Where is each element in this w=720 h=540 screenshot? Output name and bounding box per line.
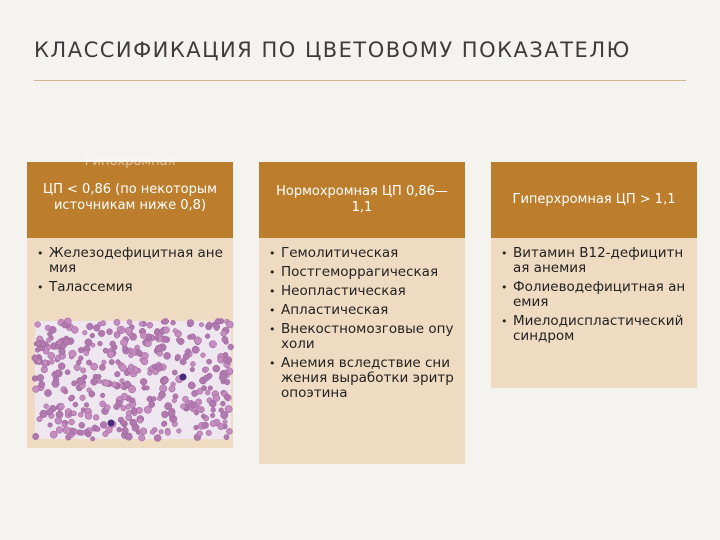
column-header: Нормохромная ЦП 0,86—1,1 xyxy=(259,162,465,238)
list-item: • Миелодиспластический синдром xyxy=(499,314,689,344)
title-underline xyxy=(34,80,686,81)
list-item: • Талассемия xyxy=(35,280,225,295)
blood-smear-image xyxy=(35,321,231,439)
column-body xyxy=(27,238,233,448)
list-item: • Внекостномозговые опухоли xyxy=(267,322,457,352)
header-line-1: Гипохромная xyxy=(84,154,176,169)
item-list xyxy=(267,246,457,401)
column-header xyxy=(27,154,233,238)
header-line-2: ЦП < 0,86 (по некоторым источникам ниже 0,8) xyxy=(43,182,217,213)
list-item: • Гемолитическая xyxy=(267,246,457,261)
column-hypochromic xyxy=(27,154,233,448)
column-header: Гиперхромная ЦП > 1,1 xyxy=(491,162,697,238)
list-item: • Витамин В12-дефицитная анемия xyxy=(499,246,689,276)
item-list xyxy=(499,246,689,344)
list-item: • Апластическая xyxy=(267,303,457,318)
list-item: • Фолиеводефицитная анемия xyxy=(499,280,689,310)
list-item: • Железодефицитная анемия xyxy=(35,246,225,276)
column-body xyxy=(259,238,465,464)
list-item: • Неопластическая xyxy=(267,284,457,299)
column-hyperchromic xyxy=(491,162,697,388)
slide-title: КЛАССИФИКАЦИЯ ПО ЦВЕТОВОМУ ПОКАЗАТЕЛЮ xyxy=(34,38,631,62)
list-item: • Постгеморрагическая xyxy=(267,265,457,280)
list-item: • Анемия вследствие снижения выработки эритропоэтина xyxy=(267,356,457,401)
item-list xyxy=(35,246,225,295)
column-normochromic xyxy=(259,162,465,464)
column-body xyxy=(491,238,697,388)
